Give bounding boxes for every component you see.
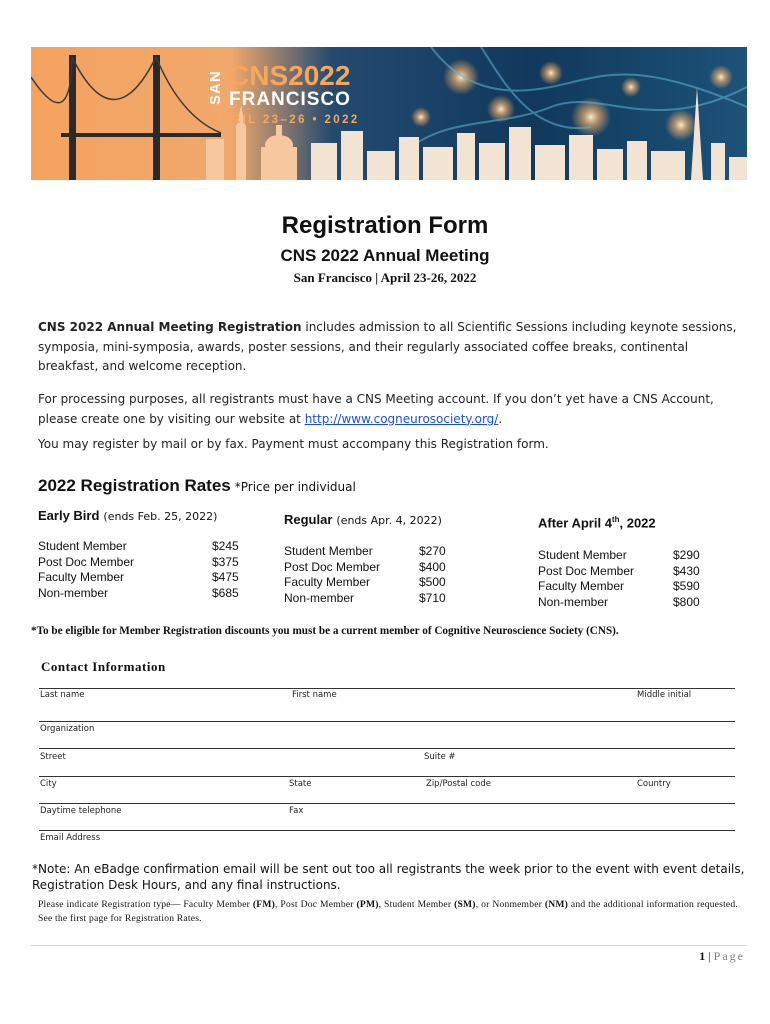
city-field-line	[39, 776, 735, 777]
rates-note: *Price per individual	[234, 480, 356, 494]
rate-label: Faculty Member	[538, 579, 625, 594]
rate-label: Non-member	[284, 590, 355, 605]
banner-cns-logo: CNS2022	[229, 60, 351, 91]
rate-row	[38, 555, 248, 571]
fax-field[interactable]: Fax	[289, 806, 304, 816]
email-address-field[interactable]: Email Address	[40, 833, 101, 843]
first-name-field[interactable]: First name	[292, 690, 337, 700]
rate-row	[38, 570, 248, 586]
faculty-code: (FM)	[252, 899, 275, 910]
rate-row	[538, 548, 738, 564]
last-name-field[interactable]: Last name	[40, 690, 85, 700]
email-field-line	[39, 830, 735, 831]
street-field[interactable]: Street	[40, 752, 66, 762]
rate-price: $290	[673, 548, 700, 563]
rate-label: Post Doc Member	[538, 563, 635, 578]
rate-row	[284, 575, 484, 591]
processing-text: For processing purposes, all registrants must have a CNS Meeting account. If you don’t yet have a CNS Account, please create one by visiting our website at	[38, 392, 714, 426]
meeting-location: San Francisco | April 23-26, 2022	[293, 270, 477, 285]
indicate-text: , or Nonmember	[475, 899, 545, 910]
regular-rates	[284, 512, 484, 606]
student-code: (SM)	[454, 899, 476, 910]
rate-price: $430	[673, 563, 700, 578]
rate-price: $800	[673, 594, 700, 609]
regular-heading	[284, 512, 484, 527]
rate-label: Student Member	[538, 548, 627, 563]
rate-price: $590	[673, 579, 700, 594]
indicate-text: Please indicate Registration type— Faculty Member	[38, 899, 253, 910]
early-bird-title: Early Bird	[38, 508, 100, 523]
ebadge-note: *Note: An eBadge confirmation email will be sent out too all registrants the week prior to the event with event details, Registration Desk Hours, and any final instructions.	[32, 862, 745, 892]
after-april-year: , 2022	[619, 515, 656, 531]
rate-price: $270	[419, 544, 446, 558]
rate-label: Post Doc Member	[284, 559, 381, 574]
eligibility-note: *To be eligible for Member Registration discounts you must be a current member of Cognitive Neuroscience Society (CNS).	[31, 625, 619, 637]
rate-label: Faculty Member	[284, 575, 371, 589]
rate-price: $710	[419, 590, 446, 605]
after-april-rates	[538, 515, 738, 610]
page-label: Page	[713, 949, 745, 963]
indicate-text: , Student Member	[378, 899, 455, 910]
rate-price: $375	[212, 554, 239, 569]
header-banner	[31, 47, 747, 180]
indicate-text: and the additional information requested. See the first page for Registration Rates.	[38, 899, 738, 924]
rate-row	[38, 539, 248, 555]
street-field-line	[39, 748, 735, 749]
after-april-sup: th	[611, 515, 620, 524]
rate-label: Student Member	[284, 544, 373, 558]
intro-paragraph	[38, 318, 738, 377]
rate-row	[38, 586, 248, 602]
footer-divider	[31, 945, 747, 946]
zip-field[interactable]: Zip/Postal code	[426, 779, 491, 789]
rate-row	[538, 595, 738, 611]
organization-field[interactable]: Organization	[40, 724, 95, 734]
page-number	[699, 949, 745, 964]
rate-price: $685	[212, 585, 239, 600]
after-april-title: After April 4	[538, 515, 612, 531]
rates-heading	[38, 476, 356, 496]
early-bird-rates	[38, 508, 248, 601]
postdoc-code: (PM)	[356, 899, 379, 910]
early-bird-deadline: (ends Feb. 25, 2022)	[103, 510, 218, 523]
nonmember-code: (NM)	[544, 899, 569, 910]
phone-field-line	[39, 803, 735, 804]
page-number-value: 1	[699, 949, 706, 963]
regular-deadline: (ends Apr. 4, 2022)	[336, 514, 442, 527]
mail-fax-paragraph: You may register by mail or by fax. Payment must accompany this Registration form.	[38, 437, 549, 451]
rate-price: $245	[212, 539, 239, 553]
banner-dates: APRIL 23–26 • 2022	[211, 114, 360, 126]
processing-end: .	[498, 411, 503, 426]
registration-type-instructions	[38, 898, 738, 926]
banner-san: SAN	[207, 70, 224, 106]
rate-row	[284, 560, 484, 576]
page-title: Registration Form	[281, 212, 489, 239]
daytime-telephone-field[interactable]: Daytime telephone	[40, 806, 122, 816]
banner-city: FRANCISCO	[229, 89, 351, 110]
meeting-subtitle: CNS 2022 Annual Meeting	[280, 246, 490, 265]
rates-title: 2022 Registration Rates	[38, 476, 231, 495]
cns-website-link[interactable]: http://www.cogneurosociety.org/	[304, 411, 499, 426]
rate-price: $500	[419, 575, 446, 589]
city-field[interactable]: City	[40, 779, 57, 789]
rate-label: Student Member	[38, 539, 127, 553]
rate-row	[284, 544, 484, 560]
contact-section-title: Contact Information	[41, 659, 166, 674]
country-field[interactable]: Country	[637, 779, 671, 789]
rate-row	[538, 579, 738, 595]
state-field[interactable]: State	[289, 779, 312, 789]
page-number-separator: |	[705, 949, 714, 963]
intro-rest: includes admission to all Scientific Sessions including keynote sessions, symposia, mini-symposia, awards, poster sessions, and their regularly associated coffee breaks, continental breakfast, and welcome reception.	[38, 320, 737, 373]
middle-initial-field[interactable]: Middle initial	[637, 690, 692, 700]
indicate-text: , Post Doc Member	[275, 899, 357, 910]
processing-paragraph	[38, 390, 738, 429]
name-field-line	[39, 688, 735, 689]
rate-row	[538, 564, 738, 580]
organization-field-line	[39, 721, 735, 722]
suite-field[interactable]: Suite #	[424, 752, 456, 762]
rate-label: Post Doc Member	[38, 554, 135, 569]
rate-label: Faculty Member	[38, 570, 125, 584]
san-francisco-skyline-illustration	[31, 47, 747, 180]
early-bird-heading	[38, 508, 248, 523]
after-april-heading	[538, 515, 738, 530]
regular-title: Regular	[284, 512, 333, 527]
intro-lead: CNS 2022 Annual Meeting Registration	[38, 320, 302, 334]
rate-row	[284, 591, 484, 607]
rate-price: $400	[419, 559, 446, 574]
rate-price: $475	[212, 570, 239, 584]
rate-label: Non-member	[538, 594, 609, 609]
rate-label: Non-member	[38, 585, 109, 600]
